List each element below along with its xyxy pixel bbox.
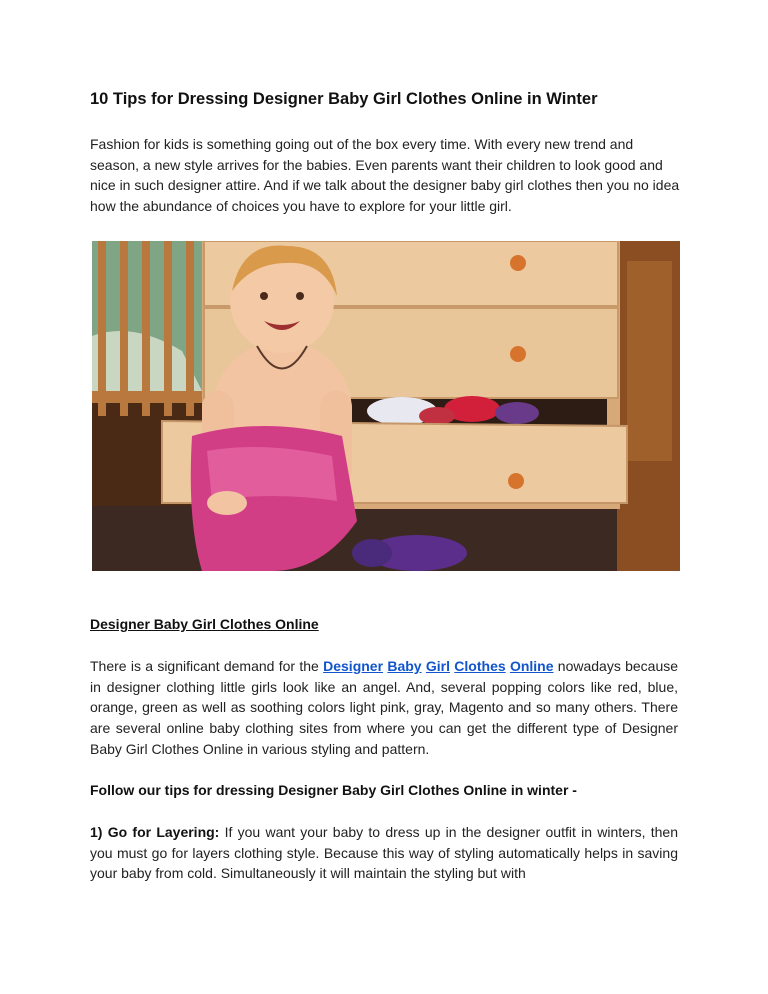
intro-paragraph: Fashion for kids is something going out of the box every time. With every new trend and season, a new style arrives for the babies. Even parents want their children to look good and nice in such designer attire. And if we talk about the designer baby girl clothes then you no idea how the abundance of choices you have to explore for your little girl. — [90, 136, 680, 215]
demand-paragraph — [90, 656, 678, 760]
paragraph-text-start: There is a significant demand for the — [90, 658, 324, 674]
link-baby[interactable]: Baby — [387, 658, 422, 674]
tip-1-text: If you want your baby to dress up in the designer outfit in winters, then you must go for layers clothing style. Because this way of styling automatically helps in saving your baby from cold. Simultaneously it will maintain the styling but with — [90, 824, 679, 882]
baby-photo — [92, 241, 680, 571]
tips-heading: Follow our tips for dressing Designer Baby Girl Clothes Online in winter - — [90, 782, 577, 798]
link-designer[interactable]: Designer — [323, 658, 384, 674]
link-clothes[interactable]: Clothes — [454, 658, 506, 674]
paragraph-text-end: nowadays because in designer clothing little girls look like an angel. And, several popping colors like red, blue, orange, green as well as soothing colors light pink, gray, Magento and so many others. There are several online baby clothing sites from where you can get the different type of Designer Baby Girl Clothes Online in various styling and pattern. — [90, 658, 679, 757]
link-online[interactable]: Online — [509, 658, 554, 674]
document-title: 10 Tips for Dressing Designer Baby Girl Clothes Online in Winter — [90, 90, 598, 108]
tip-1-label: 1) Go for Layering: — [90, 824, 220, 840]
section-heading: Designer Baby Girl Clothes Online — [90, 616, 319, 632]
tip-1-paragraph — [90, 822, 678, 884]
link-girl[interactable]: Girl — [425, 658, 450, 674]
